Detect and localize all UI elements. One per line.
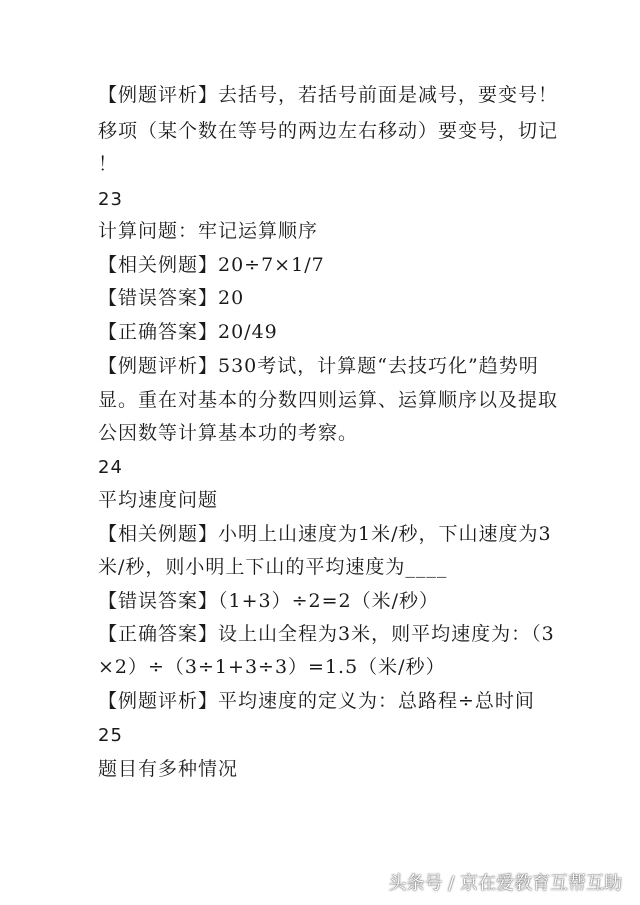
text-line: 【例题评析】530考试，计算题“去技巧化”趋势明 xyxy=(98,355,539,377)
text-line: 【相关例题】20÷7×1/7 xyxy=(98,254,325,276)
section-heading: 平均速度问题 xyxy=(98,489,219,511)
text-line: 【正确答案】设上山全程为3米，则平均速度为：（3 xyxy=(98,623,555,645)
text-line: 公因数等计算基本功的考察。 xyxy=(98,422,359,444)
text-line: 【相关例题】小明上山速度为1米/秒，下山速度为3 xyxy=(98,523,552,545)
section-number: 23 xyxy=(98,189,123,210)
watermark: 头条号 / 京在爱教育互帮互助 xyxy=(388,873,622,894)
text-line: 米/秒，则小明上下山的平均速度为____ xyxy=(98,556,448,578)
text-line: 【错误答案】20 xyxy=(98,287,245,309)
text-line: 移项（某个数在等号的两边左右移动）要变号，切记 xyxy=(98,120,559,142)
text-line: 【例题评析】平均速度的定义为：总路程÷总时间 xyxy=(98,690,535,712)
text-line: 【错误答案】（1+3）÷2=2（米/秒） xyxy=(98,590,440,612)
text-line: ！ xyxy=(98,153,119,175)
text-line: 【例题评析】去括号，若括号前面是减号，要变号！ xyxy=(98,84,559,106)
text-line: 【正确答案】20/49 xyxy=(98,321,278,343)
section-number: 24 xyxy=(98,457,123,478)
text-line: ×2）÷（3÷1+3÷3）=1.5（米/秒） xyxy=(98,656,446,678)
text-line: 显。重在对基本的分数四则运算、运算顺序以及提取 xyxy=(98,389,559,411)
section-heading: 题目有多种情况 xyxy=(98,758,239,780)
section-number: 25 xyxy=(98,725,123,746)
section-heading: 计算问题：牢记运算顺序 xyxy=(98,220,319,242)
